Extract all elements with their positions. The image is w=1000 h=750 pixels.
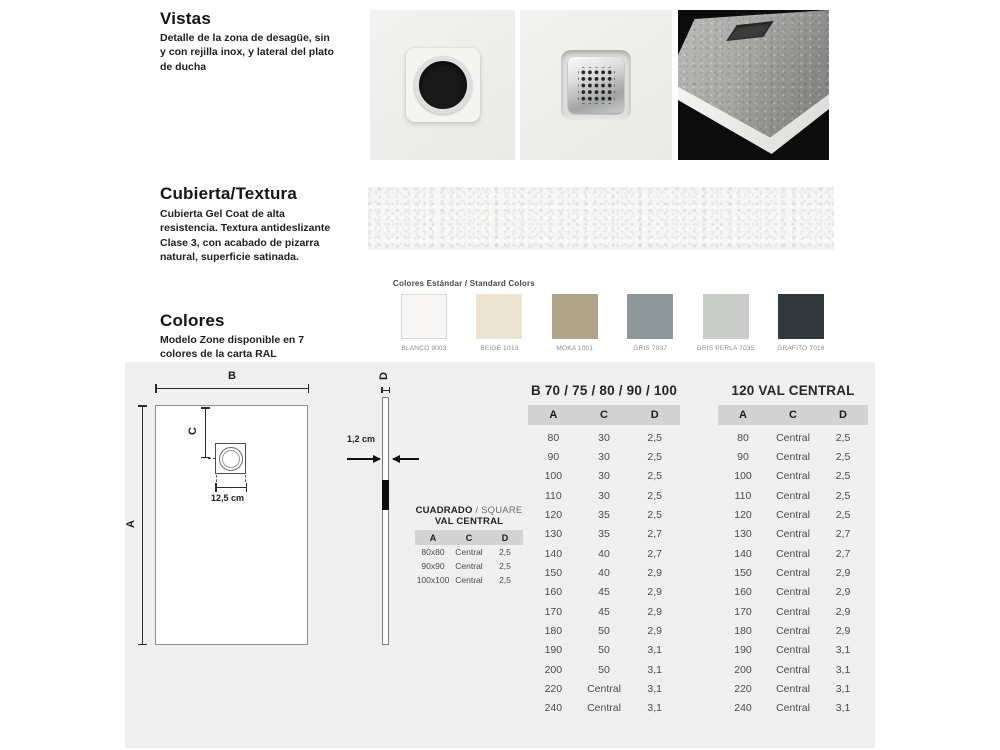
- table-cell: 160: [734, 586, 752, 599]
- table-cell: 3,1: [835, 702, 851, 715]
- photo-drain-with-grille: [520, 10, 672, 160]
- table-cell: Central: [455, 561, 483, 571]
- table-cell: 35: [598, 509, 610, 522]
- table-cell: 3,1: [647, 702, 662, 715]
- table-cell: Central: [776, 547, 810, 560]
- table-cell: 30: [598, 451, 610, 464]
- color-swatch-box: [778, 294, 824, 339]
- table-cell: 180: [544, 625, 563, 638]
- table-cell: 45: [598, 605, 610, 618]
- table-row: [528, 602, 680, 621]
- color-swatch-box: [627, 294, 673, 339]
- dimension-label-b: B: [228, 370, 236, 382]
- table-cell: 2,9: [647, 625, 662, 638]
- table-cell: 190: [544, 644, 563, 657]
- table-cell: Central: [776, 683, 810, 696]
- title-bold: CUADRADO: [415, 505, 473, 516]
- table-row: [415, 545, 523, 559]
- table-row: [718, 525, 868, 544]
- table-cell: 2,5: [499, 547, 511, 557]
- dimension-line-b: [155, 388, 309, 389]
- color-swatch: [697, 294, 755, 352]
- column-header-a: A: [739, 409, 747, 421]
- color-swatch-label: BEIGE 1013: [480, 345, 519, 352]
- dimension-label-d: D: [377, 372, 390, 380]
- table-cell: 2,9: [647, 605, 662, 618]
- table-cell: Central: [776, 644, 810, 657]
- table-cell: 40: [598, 567, 610, 580]
- column-header-c: C: [465, 532, 473, 543]
- column-header-a: A: [549, 409, 558, 421]
- table-cell: 2,5: [835, 489, 851, 502]
- dimension-label-drain-width: 12,5 cm: [211, 493, 245, 503]
- table-cell: 50: [598, 663, 610, 676]
- extension-line: [245, 475, 246, 482]
- table-row: [528, 544, 680, 563]
- photo-tray-side-view: [678, 10, 829, 160]
- table-row: [528, 583, 680, 602]
- table-cell: 90: [737, 451, 749, 464]
- table-row: [718, 641, 868, 660]
- dimension-line-c: [205, 407, 206, 458]
- table-cell: 170: [544, 605, 563, 618]
- color-swatch: [470, 294, 528, 352]
- table-row: [718, 447, 868, 466]
- table-cell: 2,9: [835, 605, 851, 618]
- table-cell: 50: [598, 644, 610, 657]
- table-cell: 220: [734, 683, 752, 696]
- table-row: [528, 486, 680, 505]
- table-cell: 150: [734, 567, 752, 580]
- table-row: [718, 602, 868, 621]
- drain-recess: [406, 48, 480, 122]
- drain-recess: [561, 50, 631, 120]
- table-cell: 110: [734, 489, 752, 502]
- table-cell: 3,1: [835, 644, 851, 657]
- table-cell: 240: [734, 702, 752, 715]
- tray-plan-drawing: [155, 405, 308, 645]
- dimensions-panel: [125, 362, 875, 748]
- table-cell: 2,5: [835, 470, 851, 483]
- dimension-line-a: [142, 405, 143, 645]
- table-cell: 90: [547, 451, 560, 464]
- table-header: [528, 405, 680, 425]
- table-row: [718, 660, 868, 679]
- table-cell: 2,7: [835, 528, 851, 541]
- table-cell: 2,7: [835, 547, 851, 560]
- table-cell: 50: [598, 625, 610, 638]
- table-cell: 90x90: [421, 561, 445, 571]
- table-cell: 2,9: [835, 625, 851, 638]
- table-cell: 40: [598, 547, 610, 560]
- table-cell: 2,5: [647, 470, 662, 483]
- table-header: [415, 530, 523, 545]
- table-cell: 170: [734, 605, 752, 618]
- table-cell: 120: [734, 509, 752, 522]
- table-cell: 2,9: [647, 586, 662, 599]
- table-cell: 2,5: [647, 431, 662, 444]
- color-swatch-box: [703, 294, 749, 339]
- table-cell: 3,1: [647, 663, 662, 676]
- color-swatch-box: [552, 294, 598, 339]
- table-cell: 220: [544, 683, 563, 696]
- table-cell: Central: [776, 431, 810, 444]
- table-cell: 100: [734, 470, 752, 483]
- color-swatch: [621, 294, 679, 352]
- drain-inner-circle: [222, 450, 240, 468]
- table-cell: 2,5: [835, 509, 851, 522]
- table-cell: 130: [734, 528, 752, 541]
- table-cell: Central: [776, 625, 810, 638]
- table-cell: 190: [734, 644, 752, 657]
- table-cell: 140: [734, 547, 752, 560]
- table-cell: 3,1: [647, 644, 662, 657]
- cubierta-description: Cubierta Gel Coat de alta resistencia. Textura antideslizante Clase 3, con acabado de pizarra natural, superficie satinada.: [160, 208, 331, 264]
- inox-grille-icon: [568, 57, 624, 113]
- table-cell: Central: [587, 683, 621, 696]
- table-cell: 2,5: [647, 451, 662, 464]
- table-cell: 2,5: [835, 451, 851, 464]
- table-row: [718, 544, 868, 563]
- table-cell: 2,7: [647, 547, 662, 560]
- table-row: [528, 447, 680, 466]
- dimension-label-c: C: [186, 427, 199, 435]
- color-swatch-label: GRIS PERLA 7035: [696, 345, 755, 352]
- table-cell: 2,9: [835, 567, 851, 580]
- color-swatch-box: [401, 294, 447, 339]
- table-cell: 30: [598, 489, 610, 502]
- table-cell: 180: [734, 625, 752, 638]
- color-swatch: [546, 294, 604, 352]
- table-cell: 3,1: [647, 683, 662, 696]
- table-cell: 2,5: [647, 489, 662, 502]
- table-cell: 2,9: [835, 586, 851, 599]
- table-cell: 3,1: [835, 663, 851, 676]
- table-cuadrado-subtitle: VAL CENTRAL: [434, 516, 504, 527]
- table-cell: 80: [547, 431, 560, 444]
- table-cell: Central: [776, 489, 810, 502]
- table-cell: 110: [544, 489, 562, 502]
- table-cell: 2,7: [647, 528, 662, 541]
- color-swatch: [395, 294, 453, 352]
- table-cell: Central: [776, 605, 810, 618]
- table-cell: 45: [598, 586, 610, 599]
- table-cell: 150: [544, 567, 563, 580]
- column-header-c: C: [600, 409, 608, 421]
- grille-holes: [578, 67, 615, 104]
- palette-header: Colores Estándar / Standard Colors: [393, 279, 535, 288]
- color-palette-card: [388, 272, 838, 360]
- title-light: / SQUARE: [472, 505, 523, 516]
- dimension-label-thickness: 1,2 cm: [347, 434, 376, 444]
- table-cell: Central: [776, 470, 810, 483]
- table-header: [718, 405, 868, 425]
- table-row: [718, 699, 868, 718]
- cubierta-title: Cubierta/Textura: [160, 184, 298, 203]
- table-cell: 30: [598, 431, 610, 444]
- table-cell: 120: [544, 509, 563, 522]
- table-cell: 240: [544, 702, 563, 715]
- dimension-line-d: [381, 390, 390, 391]
- table-row: [528, 525, 680, 544]
- color-swatch-box: [476, 294, 522, 339]
- table-120-val-central: [718, 383, 868, 718]
- table-rect-sizes: [528, 383, 680, 718]
- table-cell: 140: [544, 547, 563, 560]
- table-body: [718, 428, 868, 718]
- column-header-c: C: [789, 409, 797, 421]
- thickness-arrow-right: [393, 458, 419, 460]
- dimension-label-a: A: [124, 520, 137, 528]
- drain-hole-icon: [414, 56, 472, 114]
- table-120-title: 120 VAL CENTRAL: [731, 383, 855, 398]
- table-row: [415, 559, 523, 573]
- dimension-line-drain-width: [215, 487, 247, 488]
- color-swatch-label: GRAFITO 7016: [777, 345, 825, 352]
- table-row: [718, 621, 868, 640]
- table-cell: Central: [776, 451, 810, 464]
- color-swatch-label: BLANCO 9003: [401, 345, 447, 352]
- table-cell: 200: [544, 663, 563, 676]
- table-row: [528, 621, 680, 640]
- table-cell: Central: [455, 547, 483, 557]
- table-cell: 35: [598, 528, 610, 541]
- table-cell: Central: [776, 702, 810, 715]
- table-body: [528, 428, 680, 718]
- table-cell: 200: [734, 663, 752, 676]
- color-swatch: [772, 294, 830, 352]
- table-cell: 2,5: [499, 575, 511, 585]
- drain-symbol: [215, 443, 246, 474]
- table-cell: Central: [776, 663, 810, 676]
- swatch-row: [388, 288, 838, 352]
- table-cell: 2,5: [835, 431, 851, 444]
- color-swatch-label: GRIS 7037: [633, 345, 668, 352]
- table-cuadrado: [415, 505, 523, 587]
- table-cell: 130: [544, 528, 563, 541]
- table-cell: 2,5: [647, 509, 662, 522]
- table-row: [415, 573, 523, 587]
- texture-sample-image: [368, 187, 834, 250]
- color-swatch-label: MOKA 1001: [556, 345, 594, 352]
- table-row: [528, 641, 680, 660]
- table-cuadrado-title: [415, 505, 523, 516]
- photo-drain-without-grille: [370, 10, 515, 160]
- table-cell: Central: [587, 702, 621, 715]
- table-row: [528, 660, 680, 679]
- table-row: [718, 583, 868, 602]
- column-header-d: D: [650, 409, 659, 421]
- table-cell: 2,5: [499, 561, 511, 571]
- table-cell: 160: [544, 586, 563, 599]
- table-row: [718, 505, 868, 524]
- column-header-d: D: [839, 409, 847, 421]
- table-cell: 30: [598, 470, 610, 483]
- table-cell: 80: [737, 431, 749, 444]
- table-cell: Central: [776, 528, 810, 541]
- table-cell: 100: [544, 470, 563, 483]
- table-row: [718, 467, 868, 486]
- table-cell: Central: [776, 509, 810, 522]
- drain-outer-circle: [219, 447, 243, 471]
- colores-title: Colores: [160, 311, 225, 330]
- table-cell: Central: [776, 567, 810, 580]
- profile-drain-section: [382, 480, 389, 510]
- table-row: [528, 699, 680, 718]
- table-row: [718, 486, 868, 505]
- thickness-arrow-left: [347, 458, 380, 460]
- vistas-description: Detalle de la zona de desagüe, sin y con rejilla inox, y lateral del plato de ducha: [160, 32, 334, 73]
- table-cell: Central: [455, 575, 483, 585]
- table-rect-title: B 70 / 75 / 80 / 90 / 100: [530, 383, 678, 398]
- table-cell: 80x80: [421, 547, 445, 557]
- table-cell: 2,9: [647, 567, 662, 580]
- table-row: [718, 679, 868, 698]
- table-row: [528, 563, 680, 582]
- table-row: [528, 505, 680, 524]
- vistas-title: Vistas: [160, 9, 211, 28]
- table-row: [718, 428, 868, 447]
- column-header-a: A: [429, 532, 437, 543]
- table-row: [528, 428, 680, 447]
- table-cell: 100x100: [416, 575, 450, 585]
- table-row: [528, 467, 680, 486]
- table-body: [415, 545, 523, 587]
- table-cell: 3,1: [835, 683, 851, 696]
- tray-profile-drawing: [382, 397, 389, 645]
- table-row: [528, 679, 680, 698]
- column-header-d: D: [501, 532, 509, 543]
- extension-line: [216, 475, 217, 482]
- table-row: [718, 563, 868, 582]
- table-cell: Central: [776, 586, 810, 599]
- colores-description: Modelo Zone disponible en 7 colores de la carta RAL: [160, 334, 305, 361]
